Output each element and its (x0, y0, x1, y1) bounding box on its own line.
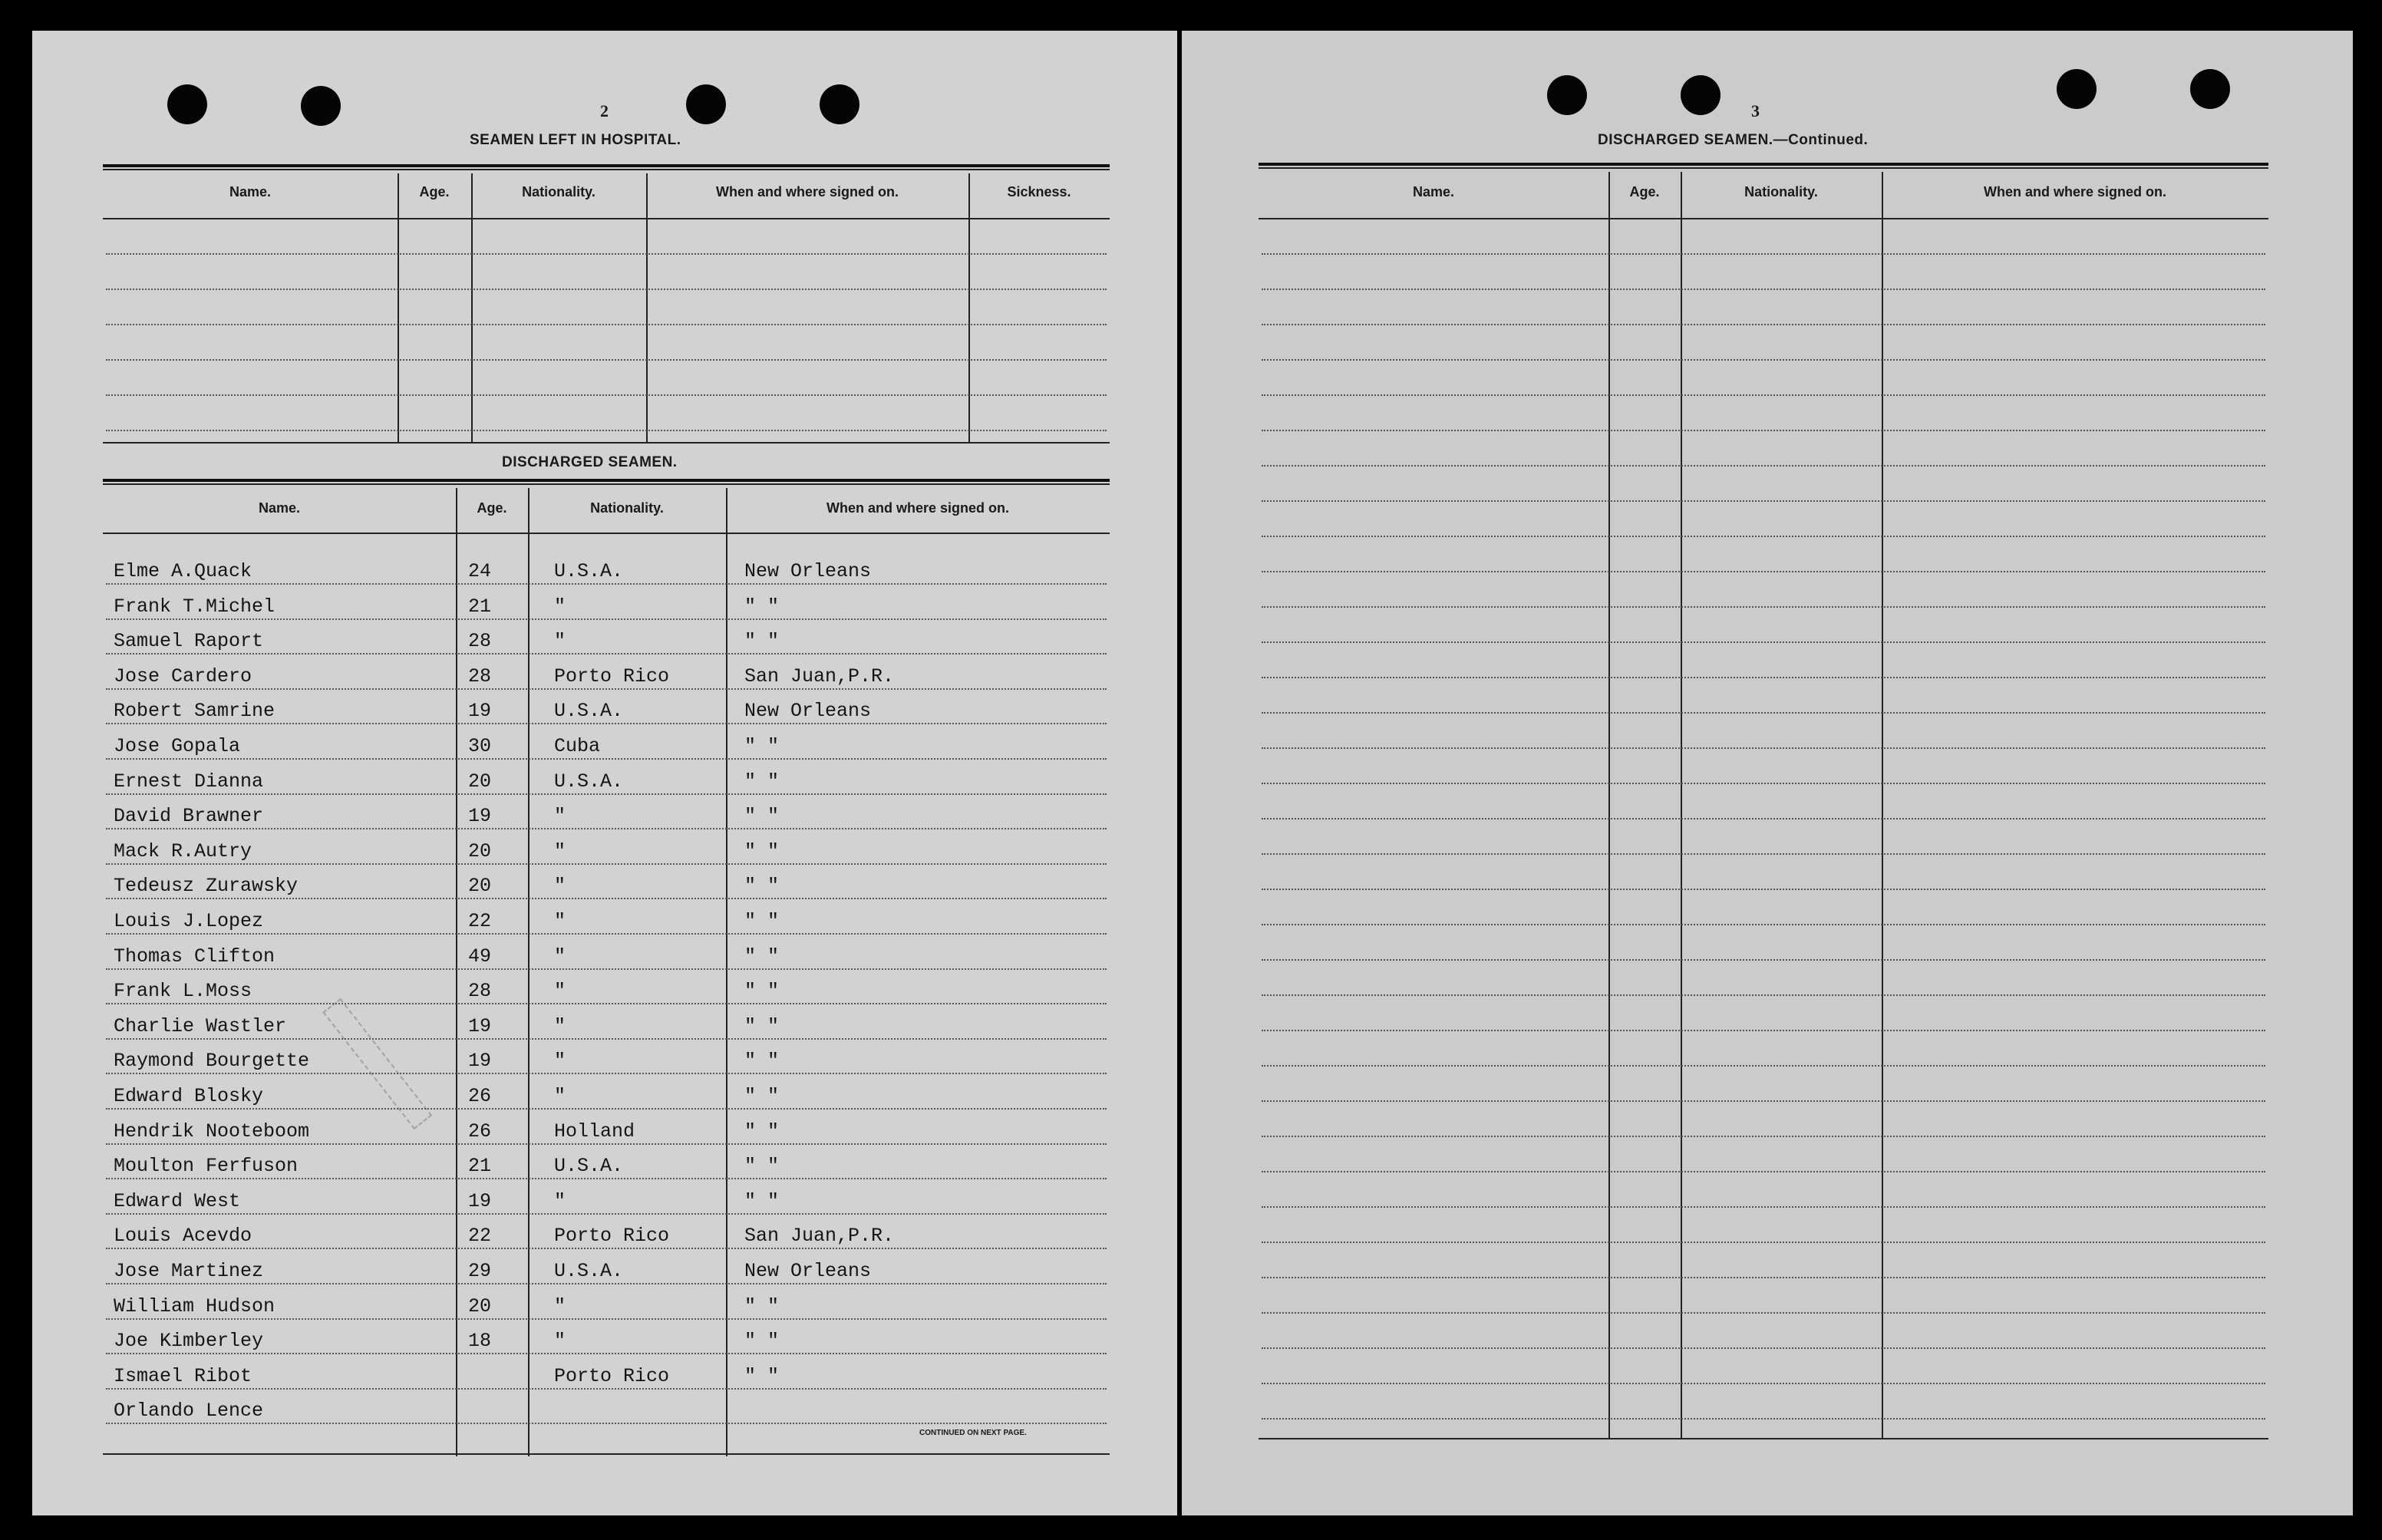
seaman-name: Ismael Ribot (114, 1365, 252, 1387)
column-divider (1681, 172, 1682, 1439)
discharged-row-line (106, 583, 1107, 585)
discharged-row-line (106, 1143, 1107, 1145)
discharged-row-line (106, 618, 1107, 620)
seaman-nationality: " (554, 945, 566, 968)
discharged-header-name: Name. (258, 500, 301, 516)
right-header-name: Name. (1412, 184, 1455, 200)
punch-hole (686, 84, 726, 124)
seaman-nationality: Porto Rico (554, 665, 670, 688)
seaman-age: 19 (468, 805, 492, 827)
seaman-age: 21 (468, 595, 492, 618)
column-divider (528, 488, 530, 1456)
discharged-row-line (106, 1213, 1107, 1215)
punch-hole (1681, 75, 1721, 115)
punch-hole (820, 84, 859, 124)
discharged-header-nationality: Nationality. (590, 500, 664, 516)
seaman-name: Edward Blosky (114, 1085, 264, 1107)
seaman-name: Hendrik Nooteboom (114, 1120, 310, 1143)
column-divider (471, 173, 473, 442)
seaman-nationality: " (554, 805, 566, 827)
hospital-row-line (106, 289, 1107, 290)
continued-section-title: DISCHARGED SEAMEN.—Continued. (1598, 132, 1869, 148)
seaman-name: Edward West (114, 1190, 241, 1212)
seaman-name: Elme A.Quack (114, 560, 252, 582)
seaman-nationality: Cuba (554, 735, 601, 757)
seaman-age: 22 (468, 1225, 492, 1247)
right-row-line (1262, 289, 2265, 290)
seaman-nationality: Holland (554, 1120, 635, 1143)
discharged-row-line (106, 898, 1107, 899)
right-row-line (1262, 1418, 2265, 1420)
right-header-nationality: Nationality. (1744, 184, 1818, 200)
discharged-row-line (106, 1423, 1107, 1424)
right-row-line (1262, 465, 2265, 467)
right-row-line (1262, 536, 2265, 537)
column-divider (646, 173, 648, 442)
seaman-age: 20 (468, 1295, 492, 1317)
seaman-signed-on: New Orleans (744, 700, 872, 722)
faint-stamp-mark (322, 998, 432, 1129)
hospital-row-line (106, 359, 1107, 361)
column-divider (398, 173, 399, 442)
discharged-top-rule (103, 479, 1110, 482)
hospital-top-rule (103, 164, 1110, 167)
seaman-signed-on: " " (744, 910, 780, 932)
right-row-line (1262, 430, 2265, 431)
seaman-age: 26 (468, 1120, 492, 1143)
discharged-header-rule (103, 533, 1110, 534)
seaman-name: Frank L.Moss (114, 980, 252, 1002)
right-row-line (1262, 500, 2265, 502)
seaman-age: 19 (468, 1190, 492, 1212)
hospital-row-line (106, 324, 1107, 325)
hospital-row-line (106, 394, 1107, 396)
hospital-header-signed-on: When and where signed on. (715, 184, 899, 200)
seaman-nationality: " (554, 1050, 566, 1072)
seaman-name: Thomas Clifton (114, 945, 275, 968)
seaman-signed-on: " " (744, 1085, 780, 1107)
seaman-name: Jose Martinez (114, 1260, 264, 1282)
seaman-nationality: U.S.A. (554, 560, 624, 582)
page-number: 2 (600, 101, 609, 120)
discharged-row-line (106, 1038, 1107, 1040)
seaman-name: Orlando Lence (114, 1400, 264, 1422)
right-row-line (1262, 1171, 2265, 1172)
discharged-row-line (106, 688, 1107, 690)
discharged-row-line (106, 723, 1107, 724)
seaman-name: Mack R.Autry (114, 840, 252, 862)
right-row-line (1262, 1383, 2265, 1384)
seaman-age: 20 (468, 770, 492, 793)
right-header-age: Age. (1629, 184, 1660, 200)
seaman-signed-on: " " (744, 770, 780, 793)
right-row-line (1262, 1206, 2265, 1208)
right-row-line (1262, 783, 2265, 784)
column-divider (968, 173, 970, 442)
seaman-signed-on: New Orleans (744, 560, 872, 582)
seaman-signed-on: " " (744, 1190, 780, 1212)
seaman-nationality: " (554, 910, 566, 932)
seaman-nationality: " (554, 840, 566, 862)
right-row-line (1262, 677, 2265, 678)
seaman-name: Jose Gopala (114, 735, 241, 757)
discharged-row-line (106, 1353, 1107, 1354)
right-header-signed-on: When and where signed on. (1983, 184, 2167, 200)
hospital-header-age: Age. (419, 184, 450, 200)
seaman-nationality: " (554, 1190, 566, 1212)
seaman-age: 30 (468, 735, 492, 757)
right-row-line (1262, 747, 2265, 749)
seaman-nationality: Porto Rico (554, 1225, 670, 1247)
hospital-top-rule (103, 169, 1110, 170)
hospital-header-rule (103, 218, 1110, 219)
seaman-age: 24 (468, 560, 492, 582)
left-page (32, 31, 1177, 1515)
right-row-line (1262, 394, 2265, 396)
seaman-nationality: " (554, 630, 566, 652)
seaman-age: 28 (468, 980, 492, 1002)
right-row-line (1262, 959, 2265, 961)
seaman-signed-on: " " (744, 630, 780, 652)
seaman-nationality: U.S.A. (554, 700, 624, 722)
seaman-nationality: " (554, 980, 566, 1002)
seaman-name: Frank T.Michel (114, 595, 275, 618)
seaman-name: Ernest Dianna (114, 770, 264, 793)
right-row-line (1262, 853, 2265, 855)
punch-hole (1547, 75, 1587, 115)
column-divider (1882, 172, 1883, 1439)
hospital-header-sickness: Sickness. (1007, 184, 1071, 200)
seaman-age: 18 (468, 1330, 492, 1352)
seaman-signed-on: " " (744, 1330, 780, 1352)
seaman-signed-on: New Orleans (744, 1260, 872, 1282)
seaman-signed-on: " " (744, 1155, 780, 1177)
punch-hole (2190, 69, 2230, 109)
discharged-row-line (106, 1283, 1107, 1284)
right-top-rule (1259, 163, 2268, 166)
seaman-name: Charlie Wastler (114, 1015, 287, 1037)
right-row-line (1262, 1030, 2265, 1031)
discharged-row-line (106, 1178, 1107, 1179)
seaman-signed-on: San Juan,P.R. (744, 1225, 895, 1247)
hospital-bottom-rule (103, 442, 1110, 444)
seaman-age: 19 (468, 1050, 492, 1072)
right-row-line (1262, 253, 2265, 255)
discharged-row-line (106, 968, 1107, 970)
right-row-line (1262, 1065, 2265, 1067)
seaman-name: William Hudson (114, 1295, 275, 1317)
discharged-row-line (106, 653, 1107, 655)
seaman-signed-on: " " (744, 1365, 780, 1387)
seaman-age: 19 (468, 1015, 492, 1037)
seaman-age: 26 (468, 1085, 492, 1107)
seaman-nationality: U.S.A. (554, 1155, 624, 1177)
seaman-age: 21 (468, 1155, 492, 1177)
seaman-name: Samuel Raport (114, 630, 264, 652)
seaman-nationality: " (554, 1015, 566, 1037)
seaman-signed-on: " " (744, 1050, 780, 1072)
seaman-age: 28 (468, 630, 492, 652)
discharged-row-line (106, 1003, 1107, 1004)
discharged-top-rule (103, 483, 1110, 485)
punch-hole (2057, 69, 2097, 109)
right-row-line (1262, 1100, 2265, 1102)
right-row-line (1262, 1347, 2265, 1349)
seaman-signed-on: " " (744, 1295, 780, 1317)
right-row-line (1262, 359, 2265, 361)
continued-note: CONTINUED ON NEXT PAGE. (919, 1429, 1027, 1437)
right-row-line (1262, 571, 2265, 572)
right-row-line (1262, 994, 2265, 996)
right-row-line (1262, 324, 2265, 325)
seaman-signed-on: " " (744, 805, 780, 827)
seaman-signed-on: " " (744, 1015, 780, 1037)
page-number: 3 (1751, 101, 1760, 120)
seaman-nationality: " (554, 1295, 566, 1317)
discharged-row-line (106, 758, 1107, 760)
discharged-section-title: DISCHARGED SEAMEN. (502, 454, 678, 470)
discharged-header-age: Age. (477, 500, 507, 516)
right-row-line (1262, 606, 2265, 608)
seaman-name: Joe Kimberley (114, 1330, 264, 1352)
punch-hole (167, 84, 207, 124)
seaman-age: 28 (468, 665, 492, 688)
seaman-age: 20 (468, 840, 492, 862)
seaman-name: Raymond Bourgette (114, 1050, 310, 1072)
discharged-header-signed-on: When and where signed on. (826, 500, 1010, 516)
discharged-row-line (106, 1108, 1107, 1110)
discharged-row-line (106, 1073, 1107, 1074)
seaman-age: 19 (468, 700, 492, 722)
right-row-line (1262, 1136, 2265, 1137)
right-row-line (1262, 641, 2265, 643)
seaman-signed-on: " " (744, 840, 780, 862)
seaman-nationality: " (554, 595, 566, 618)
seaman-name: David Brawner (114, 805, 264, 827)
discharged-row-line (106, 1388, 1107, 1390)
right-row-line (1262, 712, 2265, 714)
punch-hole (301, 86, 341, 126)
hospital-row-line (106, 430, 1107, 431)
discharged-bottom-rule (103, 1453, 1110, 1455)
seaman-age: 20 (468, 875, 492, 897)
column-divider (1608, 172, 1610, 1439)
seaman-signed-on: " " (744, 1120, 780, 1143)
right-row-line (1262, 818, 2265, 819)
seaman-name: Jose Cardero (114, 665, 252, 688)
seaman-name: Louis J.Lopez (114, 910, 264, 932)
seaman-signed-on: " " (744, 595, 780, 618)
right-row-line (1262, 924, 2265, 925)
column-divider (726, 488, 727, 1456)
seaman-name: Robert Samrine (114, 700, 275, 722)
hospital-row-line (106, 253, 1107, 255)
seaman-name: Moulton Ferfuson (114, 1155, 299, 1177)
right-row-line (1262, 1242, 2265, 1243)
discharged-row-line (106, 1318, 1107, 1320)
column-divider (456, 488, 457, 1456)
seaman-nationality: U.S.A. (554, 1260, 624, 1282)
seaman-age: 22 (468, 910, 492, 932)
seaman-signed-on: " " (744, 735, 780, 757)
seaman-nationality: Porto Rico (554, 1365, 670, 1387)
discharged-row-line (106, 933, 1107, 935)
seaman-nationality: " (554, 875, 566, 897)
seaman-nationality: " (554, 1085, 566, 1107)
discharged-row-line (106, 828, 1107, 829)
right-bottom-rule (1259, 1438, 2268, 1439)
seaman-name: Tedeusz Zurawsky (114, 875, 299, 897)
hospital-header-name: Name. (229, 184, 272, 200)
right-header-rule (1259, 218, 2268, 219)
seaman-signed-on: " " (744, 980, 780, 1002)
right-top-rule (1259, 167, 2268, 169)
hospital-header-nationality: Nationality. (522, 184, 596, 200)
seaman-signed-on: San Juan,P.R. (744, 665, 895, 688)
hospital-section-title: SEAMEN LEFT IN HOSPITAL. (470, 132, 681, 148)
right-row-line (1262, 1312, 2265, 1314)
seaman-age: 29 (468, 1260, 492, 1282)
right-page (1182, 31, 2353, 1515)
discharged-row-line (106, 793, 1107, 795)
discharged-row-line (106, 1248, 1107, 1249)
seaman-signed-on: " " (744, 875, 780, 897)
right-row-line (1262, 889, 2265, 890)
right-row-line (1262, 1277, 2265, 1278)
seaman-nationality: U.S.A. (554, 770, 624, 793)
seaman-signed-on: " " (744, 945, 780, 968)
seaman-nationality: " (554, 1330, 566, 1352)
seaman-name: Louis Acevdo (114, 1225, 252, 1247)
discharged-row-line (106, 863, 1107, 865)
seaman-age: 49 (468, 945, 492, 968)
